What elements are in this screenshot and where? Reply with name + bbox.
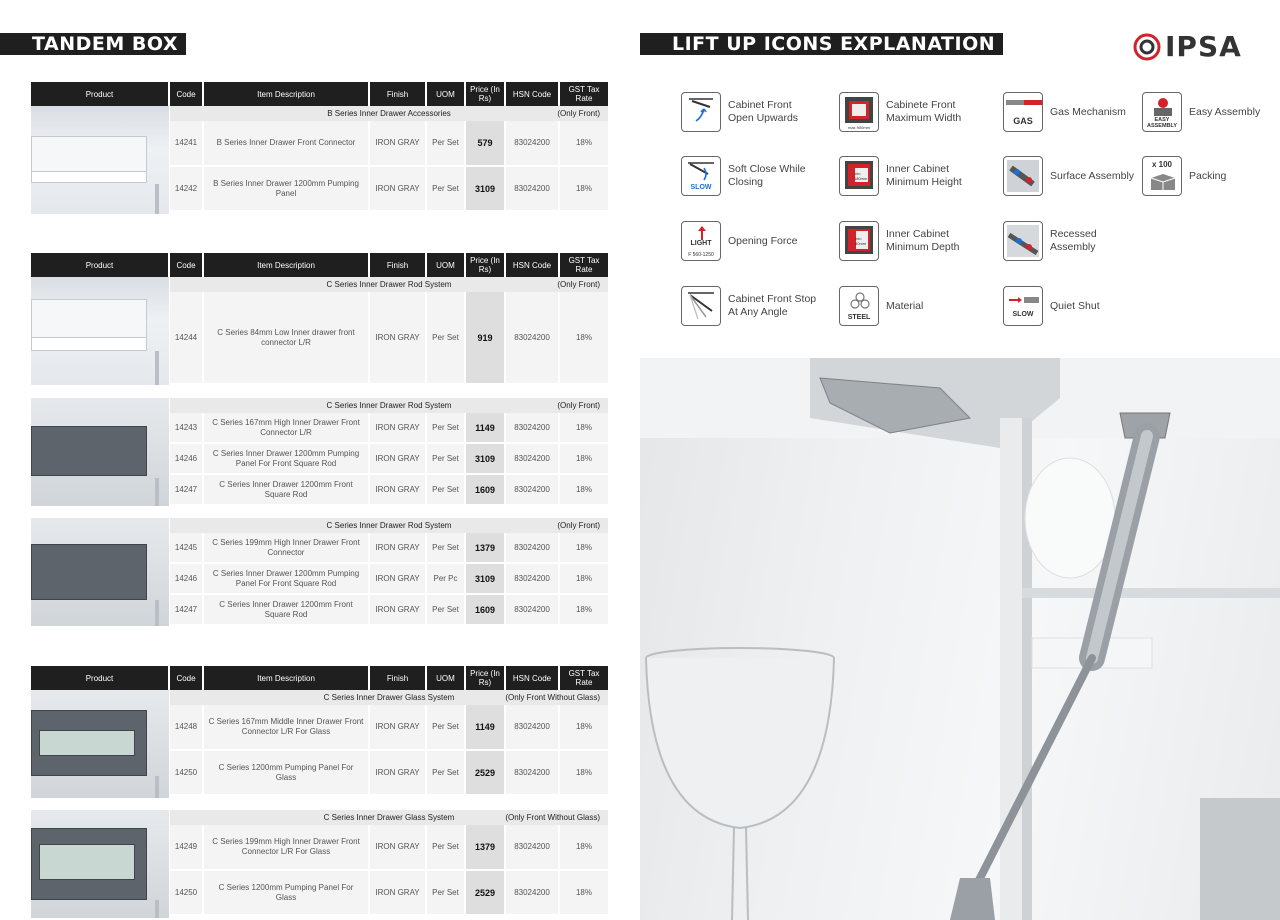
- col-finish: Finish: [370, 253, 427, 277]
- icon-caption: max 900mm: [847, 125, 870, 130]
- legend-open-upwards: [681, 92, 818, 132]
- min-height-icon: [839, 156, 879, 196]
- col-uom: UOM: [427, 82, 466, 106]
- legend-soft-close: [681, 156, 818, 196]
- product-block: [31, 518, 608, 626]
- icon-caption: LIGHT: [690, 240, 712, 247]
- product-table-c-series-glass: [31, 666, 608, 918]
- cell-code: 14250: [170, 871, 204, 914]
- legend-min-height: [839, 156, 976, 196]
- legend-label: Gas Mechanism: [1050, 105, 1126, 118]
- product-block: [31, 810, 608, 918]
- legend-label: Packing: [1189, 169, 1227, 182]
- lift-up-icons-title: LIFT UP ICONS EXPLANATION: [640, 33, 1003, 55]
- cell-uom: Per Set: [427, 751, 466, 794]
- cell-uom: Per Set: [427, 167, 466, 210]
- legend-label: Recessed Assembly: [1050, 228, 1097, 253]
- legend-min-depth: [839, 221, 976, 261]
- cell-hsn: 83024200: [506, 413, 560, 442]
- cell-hsn: 83024200: [506, 292, 560, 383]
- legend-label: Inner Cabinet Minimum Height: [886, 163, 962, 188]
- cell-description: C Series Inner Drawer 1200mm Pumping Panel For Front Square Rod: [204, 564, 370, 593]
- cell-code: 14249: [170, 825, 204, 869]
- material-icon: [839, 286, 879, 326]
- product-table-b-series: [31, 82, 608, 214]
- cell-finish: IRON GRAY: [370, 292, 427, 383]
- cell-code: 14245: [170, 533, 204, 562]
- legend-easy-assembly: [1142, 92, 1279, 132]
- col-product: Product: [31, 82, 170, 106]
- recessed-assembly-icon: [1003, 221, 1043, 261]
- icon-caption: SLOW: [1012, 311, 1034, 318]
- icon-caption: GAS: [1013, 116, 1033, 126]
- ipsa-logo: [1133, 30, 1242, 63]
- legend-label: Quiet Shut: [1050, 299, 1100, 312]
- icon-caption: EASY ASSEMBLY: [1146, 117, 1178, 129]
- cell-finish: IRON GRAY: [370, 564, 427, 593]
- cell-hsn: 83024200: [506, 871, 560, 914]
- cell-gst: 18%: [575, 484, 592, 494]
- cell-code: 14241: [170, 121, 204, 165]
- block-note: (Only Front): [557, 521, 600, 530]
- col-price: Price (In Rs): [466, 253, 506, 277]
- cell-price: 1379: [466, 533, 506, 562]
- easy-assembly-icon: [1142, 92, 1182, 132]
- soft-close-icon: [681, 156, 721, 196]
- cell-uom: Per Set: [427, 595, 466, 624]
- cell-price: 3109: [466, 564, 506, 593]
- block-subheader: [170, 690, 608, 705]
- table-row: [170, 475, 608, 506]
- cell-description: C Series 1200mm Pumping Panel For Glass: [204, 871, 370, 914]
- cell-hsn: 83024200: [506, 533, 560, 562]
- col-hsn: HSN Code: [506, 666, 560, 690]
- packing-icon: [1142, 156, 1182, 196]
- block-subtitle: C Series Inner Drawer Rod System: [326, 401, 452, 410]
- block-subheader: [170, 277, 608, 292]
- table-header: [31, 666, 608, 690]
- table-header: [31, 253, 608, 277]
- col-gst: GST Tax Rate: [568, 669, 600, 687]
- block-subtitle: C Series Inner Drawer Rod System: [326, 280, 452, 289]
- cell-finish: IRON GRAY: [370, 825, 427, 869]
- table-row: [170, 751, 608, 796]
- cell-description: C Series 167mm High Inner Drawer Front Connector L/R: [204, 413, 370, 442]
- cell-description: B Series Inner Drawer Front Connector: [204, 121, 370, 165]
- cell-finish: IRON GRAY: [370, 413, 427, 442]
- cell-gst: 18%: [575, 842, 592, 851]
- col-code: Code: [170, 253, 204, 277]
- left-page: [0, 0, 620, 920]
- cell-description: C Series Inner Drawer 1200mm Front Square Rod: [204, 595, 370, 624]
- cell-code: 14250: [170, 751, 204, 794]
- table-row: [170, 705, 608, 751]
- legend-label: Cabinet Front Open Upwards: [728, 99, 799, 124]
- cell-gst: 18%: [575, 138, 592, 147]
- product-block: [31, 398, 608, 506]
- legend-label: Surface Assembly: [1050, 169, 1135, 182]
- col-hsn: HSN Code: [506, 82, 560, 106]
- block-subheader: [170, 810, 608, 825]
- icon-subcaption: F 560-1250: [688, 252, 714, 258]
- cell-finish: IRON GRAY: [370, 167, 427, 210]
- legend-material: [839, 286, 976, 326]
- cell-hsn: 83024200: [506, 167, 560, 210]
- cell-finish: IRON GRAY: [370, 871, 427, 914]
- icon-caption: STEEL: [847, 314, 871, 321]
- cell-finish: IRON GRAY: [370, 595, 427, 624]
- cell-code: 14247: [170, 475, 204, 504]
- cell-description: C Series Inner Drawer 1200mm Front Square Rod: [204, 475, 370, 504]
- legend-label: Soft Close While Closing: [728, 163, 806, 188]
- cell-description: C Series 199mm High Inner Drawer Front Connector L/R For Glass: [204, 825, 370, 869]
- col-code: Code: [170, 82, 204, 106]
- cell-uom: Per Set: [427, 533, 466, 562]
- right-page: [620, 0, 1280, 920]
- table-header: [31, 82, 608, 106]
- cell-uom: Per Set: [427, 475, 466, 504]
- cell-price: 1609: [466, 475, 506, 504]
- cell-hsn: 83024200: [506, 705, 560, 749]
- cell-hsn: 83024200: [506, 475, 560, 504]
- product-block: [31, 690, 608, 798]
- cell-description: C Series Inner Drawer 1200mm Pumping Panel For Front Square Rod: [204, 444, 370, 473]
- col-finish: Finish: [370, 666, 427, 690]
- cell-finish: IRON GRAY: [370, 751, 427, 794]
- cell-finish: IRON GRAY: [370, 533, 427, 562]
- col-price: Price (In Rs): [466, 666, 506, 690]
- legend-packing: [1142, 156, 1279, 196]
- cell-finish: IRON GRAY: [370, 705, 427, 749]
- table-row: [170, 564, 608, 595]
- cell-hsn: 83024200: [506, 564, 560, 593]
- legend-opening-force: [681, 221, 818, 261]
- table-row: [170, 292, 608, 385]
- cell-uom: Per Set: [427, 825, 466, 869]
- cell-hsn: 83024200: [506, 751, 560, 794]
- cell-price: 1609: [466, 595, 506, 624]
- tandem-box-title: TANDEM BOX: [0, 33, 186, 55]
- cell-gst: 18%: [575, 453, 592, 463]
- block-subtitle: C Series Inner Drawer Rod System: [326, 521, 452, 530]
- cell-price: 1149: [466, 413, 506, 442]
- drawer-product-image: [31, 518, 170, 626]
- cell-gst: 18%: [575, 767, 592, 777]
- stop-any-angle-icon: [681, 286, 721, 326]
- col-uom: UOM: [427, 666, 466, 690]
- cell-gst: 18%: [575, 604, 592, 614]
- col-gst: GST Tax Rate: [568, 85, 600, 103]
- block-subheader: [170, 398, 608, 413]
- col-price: Price (In Rs): [466, 82, 506, 106]
- icon-caption: SLOW: [690, 184, 712, 191]
- col-hsn: HSN Code: [506, 253, 560, 277]
- cell-price: 1149: [466, 705, 506, 749]
- icon-caption: min 80mm: [855, 236, 867, 246]
- block-note: (Only Front): [557, 280, 600, 289]
- legend-gas-mechanism: [1003, 92, 1140, 132]
- block-subtitle: C Series Inner Drawer Glass System: [323, 813, 455, 822]
- cell-finish: IRON GRAY: [370, 121, 427, 165]
- cell-description: C Series 1200mm Pumping Panel For Glass: [204, 751, 370, 794]
- legend-stop-any-angle: [681, 286, 818, 326]
- cell-price: 2529: [466, 871, 506, 914]
- cell-description: C Series 199mm High Inner Drawer Front Connector: [204, 533, 370, 562]
- surface-assembly-icon: [1003, 156, 1043, 196]
- cell-hsn: 83024200: [506, 595, 560, 624]
- legend-label: Cabinete Front Maximum Width: [886, 99, 962, 124]
- col-product: Product: [31, 253, 170, 277]
- col-description: Item Description: [204, 666, 370, 690]
- table-row: [170, 871, 608, 916]
- cell-code: 14248: [170, 705, 204, 749]
- cell-gst: 18%: [575, 722, 592, 731]
- cell-code: 14246: [170, 564, 204, 593]
- table-row: [170, 595, 608, 626]
- cell-price: 2529: [466, 751, 506, 794]
- table-row: [170, 121, 608, 167]
- cell-price: 1379: [466, 825, 506, 869]
- legend-quiet-shut: [1003, 286, 1140, 326]
- cell-gst: 18%: [575, 542, 592, 552]
- cell-hsn: 83024200: [506, 444, 560, 473]
- cell-description: C Series 167mm Middle Inner Drawer Front Connector L/R For Glass: [204, 705, 370, 749]
- drawer-product-image: [31, 690, 170, 798]
- cell-gst: 18%: [575, 887, 592, 897]
- col-uom: UOM: [427, 253, 466, 277]
- cell-price: 579: [466, 121, 506, 165]
- drawer-product-image: [31, 277, 170, 385]
- max-width-icon: [839, 92, 879, 132]
- product-block: [31, 106, 608, 214]
- cell-hsn: 83024200: [506, 121, 560, 165]
- legend-label: Material: [886, 299, 924, 312]
- block-note: (Only Front Without Glass): [505, 813, 600, 822]
- cell-uom: Per Pc: [427, 564, 466, 593]
- table-row: [170, 167, 608, 212]
- block-note: (Only Front): [557, 401, 600, 410]
- cell-price: 919: [466, 292, 506, 383]
- legend-label: Cabinet Front Stop At Any Angle: [728, 293, 817, 318]
- ipsa-logo-icon: [1133, 32, 1161, 62]
- col-product: Product: [31, 666, 170, 690]
- cell-hsn: 83024200: [506, 825, 560, 869]
- cell-description: B Series Inner Drawer 1200mm Pumping Panel: [204, 167, 370, 210]
- cell-description: C Series 84mm Low Inner drawer front connector L/R: [204, 292, 370, 383]
- table-row: [170, 413, 608, 444]
- cell-code: 14246: [170, 444, 204, 473]
- legend-max-width: [839, 92, 976, 132]
- brand-name: IPSA: [1165, 30, 1242, 63]
- cell-code: 14244: [170, 292, 204, 383]
- col-finish: Finish: [370, 82, 427, 106]
- opening-force-icon: [681, 221, 721, 261]
- cell-uom: Per Set: [427, 444, 466, 473]
- icon-caption: min 180mm: [854, 171, 868, 181]
- block-subheader: [170, 106, 608, 121]
- cell-uom: Per Set: [427, 871, 466, 914]
- cell-finish: IRON GRAY: [370, 444, 427, 473]
- cell-gst: 18%: [575, 183, 592, 193]
- gas-mechanism-icon: [1003, 92, 1043, 132]
- cell-price: 3109: [466, 444, 506, 473]
- table-row: [170, 533, 608, 564]
- cell-price: 3109: [466, 167, 506, 210]
- col-code: Code: [170, 666, 204, 690]
- table-row: [170, 444, 608, 475]
- icon-caption: x 100: [1151, 160, 1173, 169]
- legend-label: Easy Assembly: [1189, 105, 1261, 118]
- legend-recessed-assembly: [1003, 221, 1140, 261]
- block-subheader: [170, 518, 608, 533]
- cell-finish: IRON GRAY: [370, 475, 427, 504]
- block-subtitle: C Series Inner Drawer Glass System: [323, 693, 455, 702]
- drawer-product-image: [31, 398, 170, 506]
- cell-uom: Per Set: [427, 121, 466, 165]
- legend-label: Inner Cabinet Minimum Depth: [886, 228, 960, 253]
- cell-code: 14247: [170, 595, 204, 624]
- cell-gst: 18%: [575, 422, 592, 432]
- col-gst: GST Tax Rate: [568, 256, 600, 274]
- col-description: Item Description: [204, 82, 370, 106]
- legend-label: Opening Force: [728, 234, 798, 247]
- cell-uom: Per Set: [427, 292, 466, 383]
- cell-code: 14243: [170, 413, 204, 442]
- block-note: (Only Front Without Glass): [505, 693, 600, 702]
- quiet-shut-icon: [1003, 286, 1043, 326]
- open-upwards-icon: [681, 92, 721, 132]
- cell-code: 14242: [170, 167, 204, 210]
- cell-uom: Per Set: [427, 413, 466, 442]
- drawer-product-image: [31, 810, 170, 918]
- col-description: Item Description: [204, 253, 370, 277]
- lift-up-mechanism-photo: [640, 358, 1280, 920]
- cell-uom: Per Set: [427, 705, 466, 749]
- cell-gst: 18%: [575, 573, 592, 583]
- product-table-c-series-rod: [31, 253, 608, 626]
- drawer-product-image: [31, 106, 170, 214]
- min-depth-icon: [839, 221, 879, 261]
- product-block: [31, 277, 608, 385]
- block-subtitle: B Series Inner Drawer Accessories: [327, 109, 451, 118]
- block-note: (Only Front): [557, 109, 600, 118]
- table-row: [170, 825, 608, 871]
- legend-surface-assembly: [1003, 156, 1140, 196]
- cell-gst: 18%: [575, 332, 592, 342]
